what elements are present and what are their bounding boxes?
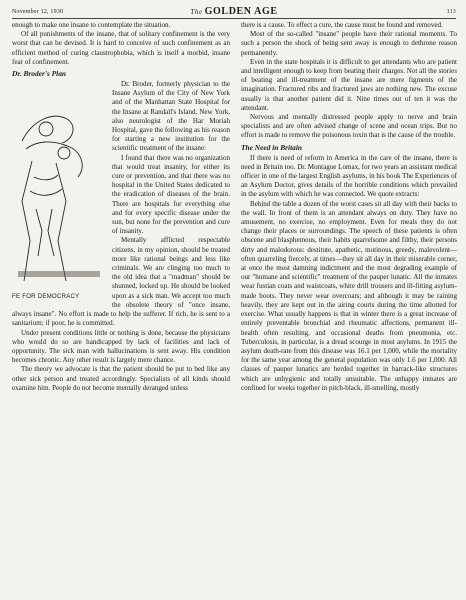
quoted-paragraph: Mentally afflicted respectable citizens, in my opinion, should be treated more like rational beings and less like criminals. We are clinging too much to the old idea that a "madman" should be shunned, locked up. He should be looked upon as a sick man. We accept too much the obsolete theory of "once insane, always insane". No effort is made to help the sufferer. If rich, he is sent to a sanitarium; if poor, he is committed. (12, 236, 230, 328)
quoted-paragraph: I found that there was no organization that would treat insanity, for either its cure or prevention, and that there was no hospital in the United States dedicated to the eradication of diseases of the brain. There are hospitals for everything else and for every specific disease under the sun, but none for the prevention and cure of insanity. (112, 153, 230, 236)
section-heading: Dr. Broder's Plan (12, 69, 67, 79)
left-column (12, 21, 230, 393)
paragraph: Of all punishments of the insane, that of solitary confinement is the very worst that can be devised. It is hard to conceive of such confinement as an efficient method of curing claustrophobia, which is itself a morbid, insane fear of confinement. (12, 30, 230, 66)
paragraph: If there is need of reform in America in the care of the insane, there is need in Britain too. Dr. Montague Lomax, for two years an assistant medical officer in one of the largest English asylums, in his book The Experiences of an Asylum Doctor, gives details of the horrible conditions which prevailed in the asylum with which he was connected. We quote extracts: (241, 153, 457, 199)
quoted-paragraph: Even in the state hospitals it is difficult to get attendants who are patient and intelligent enough to keep from beating their charges. Not all the stories of beating and ill-treatment of the insane are mere figments of the imagination. Fractured ribs and fractured jaws are nothing new. The excuse usually is that another patient did it. Nine times out of ten it was the attendant. (241, 57, 457, 112)
cartoon-credit: FE FOR DEMOCRACY (12, 293, 80, 300)
right-column (241, 21, 457, 393)
issue-date: November 12, 1930 (12, 9, 64, 15)
editorial-cartoon (12, 81, 106, 304)
masthead-the: The (190, 8, 203, 16)
page-number: 113 (446, 9, 456, 15)
section-heading: The Need in Britain (241, 142, 302, 152)
paragraph: enough to make one insane to contemplate the situation. (12, 21, 171, 29)
paragraph: Dr. Broder, formerly physician to the Insane Asylum of the City of New York and of the Manhattan State Hospital for the Insane at Randall's Island, New York, also neurologist of the Har Moriah Hospital, gave the following as his reason for starting a new institution for the scientific treatment of the insane: (112, 80, 231, 153)
masthead-title: GOLDEN AGE (204, 6, 278, 17)
quoted-paragraph: there is a cause. To effect a cure, the cause must be found and removed. (241, 21, 443, 29)
quoted-paragraph: Under present conditions little or nothing is done, because the physicians who would do so are handicapped by lack of facilities and lack of opportunity. The sick man with hallucinations is sent away. His condition becomes chronic. Any other result is largely mere chance. (12, 328, 230, 365)
masthead (12, 6, 456, 17)
header-rule (12, 18, 456, 19)
quoted-paragraph: Behind the table a dozen of the worst cases sit all day with their backs to the wall. In front of them is an attendant always on duty. They have no amusement, no exercise, no employment. Even for meals they do not change their places or surroundings. The speech of these patients is often obscene and blasphemous, their habits quarrelsome and filthy, their persons dirty and malodorous: destitute, apathetic, mutinous, greedy, malevolent—often quarreling fiercely, at times—they sit all day in their miserable corner, at once the most damning indictment and the most degrading example of our "humane and scientific" treatment of the pauper lunatic. All the inmates wear fustian coats and waistcoats, white drill trousers and ill-fitting asylum-made boots. They never wear overcoats; and although it may be raining heavily, they are kept out in the airing courts during the time allotted for exercise. What usually happens is that in winter there is a great increase of entirely preventable bronchial and rheumatic affections, permanent ill-health often resulting, and occasional deaths from pneumonia, etc. Tuberculosis, in particular, is a dread scourge in most asylums. In 1915 the asylum death-rate from this disease was 16.1 per 1,000, while the mortality for the same year among the general population was only 1.6 per 1,000. All classes of pauper lunatics are herded together in barrack-like structures which are unhygienic and totally unsuitable. The unhappy inmates are confined for weeks together in pitch-black, ill-smelling, mostly (241, 199, 457, 392)
cartoon-drawing (12, 81, 106, 291)
quoted-paragraph: Most of the so-called "insane" people have their rational moments. To such a person the shock of being sent away is enough to dethrone reason permanently. (241, 30, 457, 57)
quoted-paragraph: Nervous and mentally distressed people apply to nerve and brain specialists and are often advised change of scene and ocean trips. But no effort is made to remove the poisonous toxin that is the cause of the trouble. (241, 113, 457, 140)
quoted-paragraph: The theory we advocate is that the patient should be put to bed like any other sick person and treated accordingly. Specialists of all kinds should examine him. People do not become mentally deranged unless (12, 365, 230, 392)
